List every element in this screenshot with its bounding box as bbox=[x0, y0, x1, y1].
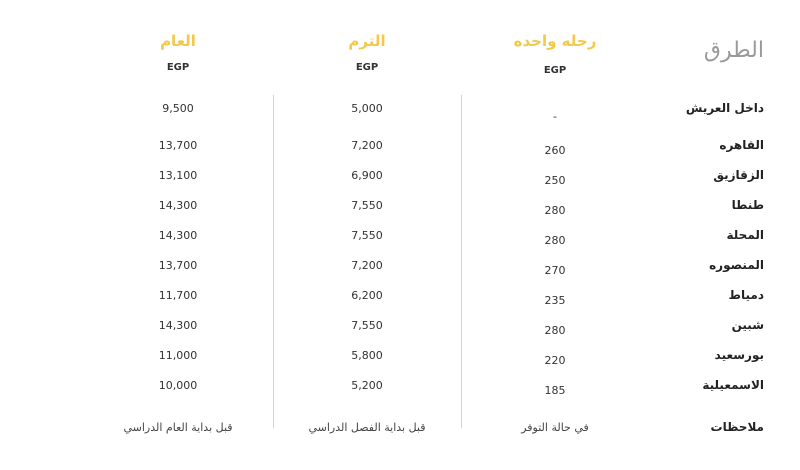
column-divider bbox=[273, 95, 274, 428]
year-price: 11,000 bbox=[158, 349, 198, 362]
note-one-way: في حالة التوفر bbox=[521, 421, 589, 434]
one-way-price: 220 bbox=[544, 354, 566, 367]
one-way-price: 280 bbox=[544, 324, 566, 337]
route-name: داخل العريش bbox=[685, 101, 764, 115]
year-price: 9,500 bbox=[162, 102, 194, 115]
year-price: 13,700 bbox=[158, 139, 198, 152]
notes-label: ملاحظات bbox=[710, 420, 764, 434]
note-term: قبل بداية الفصل الدراسي bbox=[308, 421, 426, 434]
term-price: 7,550 bbox=[351, 199, 383, 212]
one-way-price: 185 bbox=[544, 384, 566, 397]
term-currency: EGP bbox=[355, 62, 379, 73]
year-price: 11,700 bbox=[158, 289, 198, 302]
one-way-currency: EGP bbox=[543, 65, 567, 76]
route-name: القاهره bbox=[719, 138, 764, 152]
one-way-price: 280 bbox=[544, 204, 566, 217]
route-name: المحلة bbox=[726, 228, 764, 242]
term-header: الترم bbox=[348, 32, 386, 50]
year-currency: EGP bbox=[166, 62, 190, 73]
route-name: المنصوره bbox=[709, 258, 764, 272]
year-price: 13,100 bbox=[158, 169, 198, 182]
term-price: 7,200 bbox=[351, 259, 383, 272]
year-header: العام bbox=[160, 32, 196, 50]
routes-title: الطرق bbox=[703, 38, 764, 63]
term-price: 5,000 bbox=[351, 102, 383, 115]
one-way-price: 260 bbox=[544, 144, 566, 157]
term-price: 7,200 bbox=[351, 139, 383, 152]
term-price: 5,200 bbox=[351, 379, 383, 392]
term-price: 5,800 bbox=[351, 349, 383, 362]
column-divider bbox=[461, 95, 462, 428]
one-way-price: 235 bbox=[544, 294, 566, 307]
year-price: 14,300 bbox=[158, 199, 198, 212]
route-name: بورسعيد bbox=[714, 348, 764, 362]
term-price: 7,550 bbox=[351, 319, 383, 332]
year-price: 13,700 bbox=[158, 259, 198, 272]
term-price: 7,550 bbox=[351, 229, 383, 242]
route-name: شبين bbox=[731, 318, 764, 332]
term-price: 6,900 bbox=[351, 169, 383, 182]
route-name: طنطا bbox=[731, 198, 764, 212]
term-price: 6,200 bbox=[351, 289, 383, 302]
one-way-price: - bbox=[553, 110, 557, 123]
route-name: الاسمعيلية bbox=[702, 378, 764, 392]
year-price: 10,000 bbox=[158, 379, 198, 392]
one-way-price: 250 bbox=[544, 174, 566, 187]
route-name: الزقازيق bbox=[713, 168, 764, 182]
year-price: 14,300 bbox=[158, 319, 198, 332]
route-name: دمياط bbox=[728, 288, 764, 302]
year-price: 14,300 bbox=[158, 229, 198, 242]
one-way-header: رحله واحده bbox=[513, 32, 597, 50]
one-way-price: 270 bbox=[544, 264, 566, 277]
note-year: قبل بداية العام الدراسي bbox=[123, 421, 233, 434]
one-way-price: 280 bbox=[544, 234, 566, 247]
